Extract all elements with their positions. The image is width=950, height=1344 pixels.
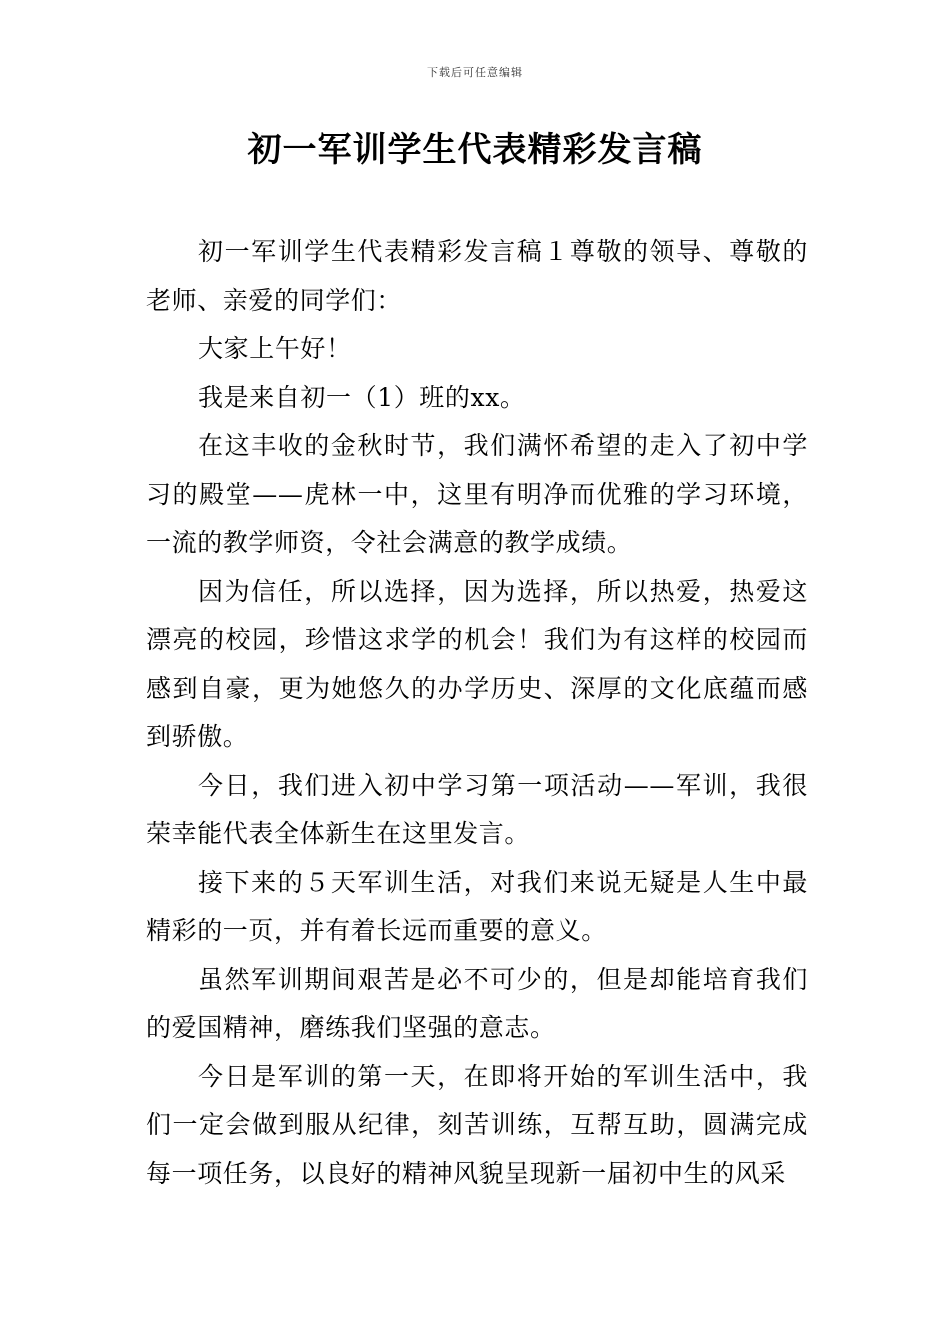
- paragraph: 因为信任，所以选择，因为选择，所以热爱，热爱这漂亮的校园，珍惜这求学的机会！我们为有这样的校园而感到自豪，更为她悠久的办学历史、深厚的文化底蕴而感到骄傲。: [146, 576, 808, 751]
- paragraph: 我是来自初一（1）班的xx。: [198, 382, 526, 412]
- paragraph: 大家上午好！: [198, 334, 352, 363]
- paragraph: 接下来的５天军训生活，对我们来说无疑是人生中最精彩的一页，并有着长远而重要的意义。: [146, 867, 808, 945]
- header-note: 下载后可任意编辑: [427, 66, 523, 79]
- document-title: 初一军训学生代表精彩发言稿: [247, 130, 703, 170]
- document-body: [146, 228, 808, 1198]
- paragraph: 在这丰收的金秋时节，我们满怀希望的走入了初中学习的殿堂——虎林一中，这里有明净而优雅的学习环境，一流的教学师资，令社会满意的教学成绩。: [146, 431, 808, 557]
- paragraph: 初一军训学生代表精彩发言稿１尊敬的领导、尊敬的老师、亲爱的同学们：: [146, 237, 808, 315]
- paragraph: 虽然军训期间艰苦是必不可少的，但是却能培育我们的爱国精神，磨练我们坚强的意志。: [146, 964, 808, 1042]
- paragraph: 今日，我们进入初中学习第一项活动——军训，我很荣幸能代表全体新生在这里发言。: [146, 770, 808, 848]
- paragraph: 今日是军训的第一天，在即将开始的军训生活中，我们一定会做到服从纪律，刻苦训练，互帮互助，圆满完成每一项任务，以良好的精神风貌呈现新一届初中生的风采: [146, 1061, 808, 1188]
